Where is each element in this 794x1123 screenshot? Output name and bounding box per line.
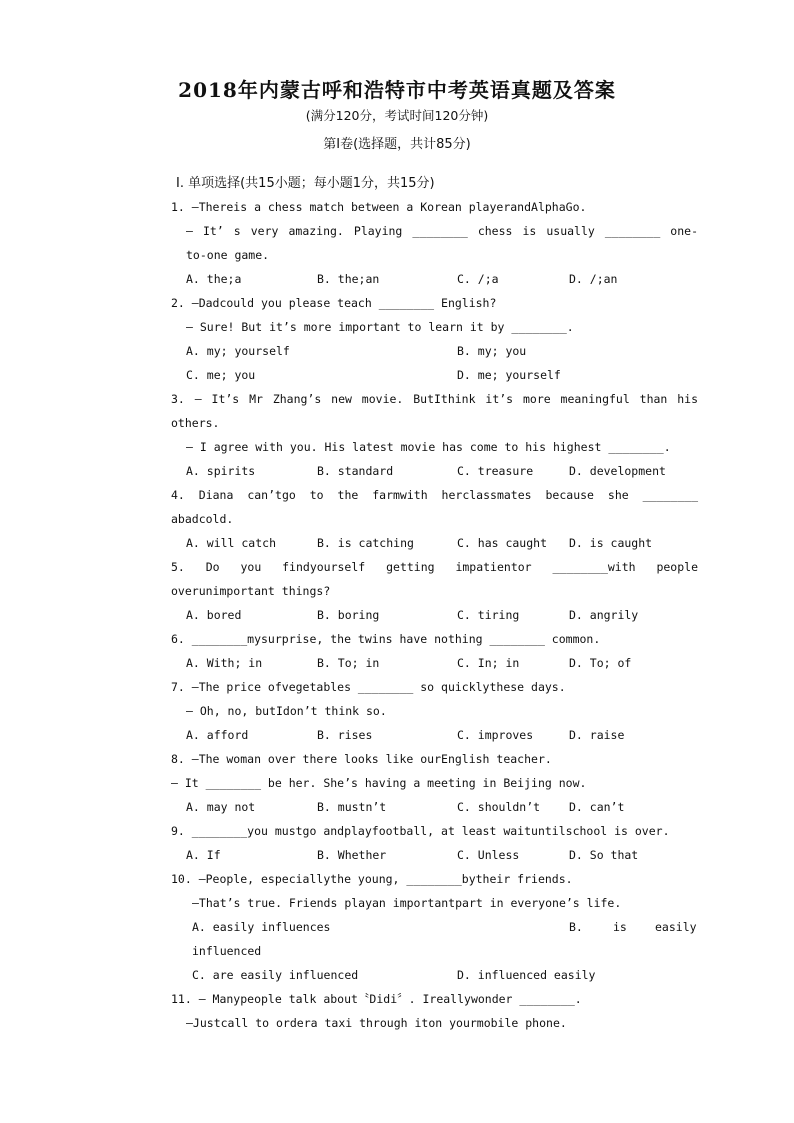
question-8-stem: 8. —The woman over there looks like ourEnglish teacher. [171, 752, 552, 766]
question-4-stem: 4. Diana can’tgo to the farmwith herclassmates because she ________ [171, 488, 698, 502]
question-7-option-b[interactable]: B. rises [317, 728, 373, 742]
question-3-reply: — I agree with you. His latest movie has come to his highest ________. [186, 440, 671, 454]
question-9-option-d[interactable]: D. So that [569, 848, 639, 862]
question-6-option-d[interactable]: D. To; of [569, 656, 632, 670]
question-3-option-c[interactable]: C. treasure [457, 464, 534, 478]
question-10-option-b-word[interactable]: is [613, 920, 627, 934]
question-2-option-d[interactable]: D. me; yourself [457, 368, 561, 382]
question-5-stem: 5. Do you findyourself getting impatientor ________with people [171, 560, 698, 574]
question-2-option-b[interactable]: B. my; you [457, 344, 527, 358]
question-1-option-d[interactable]: D. /;an [569, 272, 618, 286]
question-3-option-a[interactable]: A. spirits [186, 464, 256, 478]
question-11-stem: 11. — Manypeople talk about〝Didi〞. Ireallywonder ________. [171, 992, 582, 1006]
question-5-option-b[interactable]: B. boring [317, 608, 380, 622]
question-10-stem: 10. —People, especiallythe young, ________bytheir friends. [171, 872, 573, 886]
question-5-option-a[interactable]: A. bored [186, 608, 242, 622]
question-10-option-b-word[interactable]: easily [655, 920, 697, 934]
question-6-option-a[interactable]: A. With; in [186, 656, 263, 670]
question-4-option-c[interactable]: C. has caught [457, 536, 548, 550]
question-4-option-b[interactable]: B. is catching [317, 536, 414, 550]
question-3-option-b[interactable]: B. standard [317, 464, 394, 478]
question-8-option-a[interactable]: A. may not [186, 800, 256, 814]
question-3-stem-cont: others. [171, 416, 220, 430]
question-3-stem: 3. — It’s Mr Zhang’s new movie. ButIthink it’s more meaningful than his [171, 392, 698, 406]
question-1-reply: — It’ s very amazing. Playing ________ chess is usually ________ one- [186, 224, 698, 238]
section-heading: 第Ⅰ卷(选择题，共计85分) [323, 137, 471, 152]
question-6-option-b[interactable]: B. To; in [317, 656, 380, 670]
question-10-option-b-label[interactable]: B. [569, 920, 583, 934]
question-4-stem-cont: abadcold. [171, 512, 234, 526]
question-10-reply: —That’s true. Friends playan importantpart in everyone’s life. [192, 896, 622, 910]
question-2-option-c[interactable]: C. me; you [186, 368, 256, 382]
question-7-option-a[interactable]: A. afford [186, 728, 249, 742]
question-10-option-a[interactable]: A. easily influences [192, 920, 331, 934]
question-2-stem: 2. —Dadcould you please teach ________ English? [171, 296, 497, 310]
question-5-option-c[interactable]: C. tiring [457, 608, 520, 622]
question-3-option-d[interactable]: D. development [569, 464, 666, 478]
question-9-stem: 9. ________you mustgo andplayfootball, at least waituntilschool is over. [171, 824, 670, 838]
question-1-option-b[interactable]: B. the;an [317, 272, 380, 286]
question-8-option-d[interactable]: D. can’t [569, 800, 625, 814]
question-2-reply: — Sure! But it’s more important to learn it by ________. [186, 320, 574, 334]
question-5-stem-cont: overunimportant things? [171, 584, 331, 598]
question-7-option-c[interactable]: C. improves [457, 728, 534, 742]
part-heading: Ⅰ. 单项选择(共15小题；每小题1分，共15分) [176, 176, 435, 191]
question-1-option-a[interactable]: A. the;a [186, 272, 242, 286]
question-11-reply: —Justcall to ordera taxi through iton yourmobile phone. [186, 1016, 567, 1030]
page-title: 2018年内蒙古呼和浩特市中考英语真题及答案 [178, 78, 616, 102]
question-8-option-c[interactable]: C. shouldn’t [457, 800, 541, 814]
question-2-option-a[interactable]: A. my; yourself [186, 344, 290, 358]
question-10-option-c[interactable]: C. are easily influenced [192, 968, 359, 982]
question-10-option-b-cont[interactable]: influenced [192, 944, 262, 958]
question-6-option-c[interactable]: C. In; in [457, 656, 520, 670]
question-10-option-d[interactable]: D. influenced easily [457, 968, 596, 982]
question-9-option-b[interactable]: B. Whether [317, 848, 387, 862]
question-4-option-a[interactable]: A. will catch [186, 536, 277, 550]
question-9-option-a[interactable]: A. If [186, 848, 221, 862]
question-1-reply-cont: to-one game. [186, 248, 270, 262]
question-7-reply: — Oh, no, butIdon’t think so. [186, 704, 387, 718]
question-9-option-c[interactable]: C. Unless [457, 848, 520, 862]
question-7-option-d[interactable]: D. raise [569, 728, 625, 742]
question-8-option-b[interactable]: B. mustn’t [317, 800, 387, 814]
question-6-stem: 6. ________mysurprise, the twins have nothing ________ common. [171, 632, 601, 646]
question-4-option-d[interactable]: D. is caught [569, 536, 653, 550]
question-8-reply: — It ________ be her. She’s having a meeting in Beijing now. [171, 776, 587, 790]
question-1-stem: 1. —Thereis a chess match between a Korean playerandAlphaGo. [171, 200, 587, 214]
question-7-stem: 7. —The price ofvegetables ________ so quicklythese days. [171, 680, 566, 694]
question-1-option-c[interactable]: C. /;a [457, 272, 499, 286]
page-subtitle: (满分120分，考试时间120分钟) [305, 108, 489, 123]
question-5-option-d[interactable]: D. angrily [569, 608, 639, 622]
